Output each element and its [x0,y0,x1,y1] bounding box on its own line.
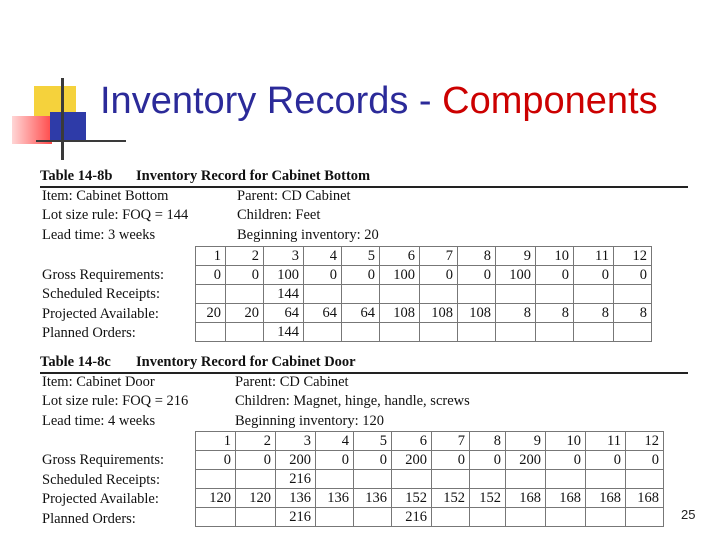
table-cell: 120 [236,489,276,508]
table-cell: 0 [536,266,574,285]
table-cell [316,470,354,489]
parent-label: Parent: CD Cabinet [237,188,351,204]
table-cell: 216 [276,470,316,489]
table-cell [236,508,276,527]
period-header-cell: 2 [236,432,276,451]
table-cell: 136 [276,489,316,508]
table-heading [40,168,370,185]
period-header-cell: 10 [546,432,586,451]
row-label-gross: Gross Requirements: [42,452,165,468]
table-cell [342,285,380,304]
table-cell [196,508,236,527]
period-header-cell: 7 [432,432,470,451]
table-cell: 152 [470,489,506,508]
table-cell: 100 [496,266,536,285]
table-cell: 0 [574,266,614,285]
period-header-cell: 10 [536,247,574,266]
table-cell: 168 [506,489,546,508]
row-label-scheduled: Scheduled Receipts: [42,472,160,488]
table-cell: 64 [342,304,380,323]
table-cell: 20 [196,304,226,323]
table-cell [392,470,432,489]
row-label-gross: Gross Requirements: [42,267,165,283]
beginning-inventory-label: Beginning inventory: 20 [237,227,379,243]
period-header-cell: 9 [506,432,546,451]
period-header-cell: 12 [614,247,652,266]
decorative-vertical-line [61,78,64,160]
table-cell: 0 [470,451,506,470]
table-cell: 0 [354,451,392,470]
slide-title [100,80,658,123]
table-cell [432,470,470,489]
table-cell: 8 [536,304,574,323]
table-cell: 64 [304,304,342,323]
table-number: Table 14-8b [40,168,113,184]
table-row [196,508,664,527]
table-cell: 20 [226,304,264,323]
table-cell: 136 [354,489,392,508]
table-cell [432,508,470,527]
table-row [196,285,652,304]
beginning-inventory-label: Beginning inventory: 120 [235,413,385,429]
table-cell: 0 [586,451,626,470]
lead-time-label: Lead time: 4 weeks [42,413,156,429]
table-cell: 200 [276,451,316,470]
table-row [196,266,652,285]
table-cell [496,285,536,304]
table-cell [546,470,586,489]
table-cell: 0 [458,266,496,285]
table-cell: 8 [574,304,614,323]
table-cell: 136 [316,489,354,508]
table-cell [586,470,626,489]
table-cell [420,323,458,342]
table-cell [506,470,546,489]
table-cell [316,508,354,527]
table-cell: 0 [196,451,236,470]
table-cell [354,470,392,489]
table-cell [342,323,380,342]
table-cell: 0 [236,451,276,470]
table-cell: 108 [380,304,420,323]
period-header-cell: 11 [586,432,626,451]
table-cell [304,323,342,342]
table-cell [226,285,264,304]
period-header-cell: 7 [420,247,458,266]
slide-title-accent: Components [442,80,658,122]
table-cell: 144 [264,323,304,342]
item-label: Item: Cabinet Bottom [42,188,169,204]
table-cell: 200 [506,451,546,470]
period-header-cell: 4 [316,432,354,451]
lead-time-label: Lead time: 3 weeks [42,227,156,243]
row-label-projected: Projected Available: [42,306,159,322]
period-header-cell: 2 [226,247,264,266]
table-cell: 0 [546,451,586,470]
table-row [196,451,664,470]
table-cell [586,508,626,527]
table-cell [226,323,264,342]
decorative-blue-square [50,112,86,142]
period-header-row [196,432,664,451]
row-label-planned: Planned Orders: [42,325,136,341]
period-header-row [196,247,652,266]
table-row [196,304,652,323]
table-row [196,470,664,489]
table-cell [546,508,586,527]
period-header-cell: 5 [354,432,392,451]
table-cell: 120 [196,489,236,508]
table-cell [196,285,226,304]
table-cell [496,323,536,342]
table-cell [626,470,664,489]
table-cell [354,508,392,527]
table-cell: 108 [420,304,458,323]
table-cell [236,470,276,489]
table-cell: 200 [392,451,432,470]
table-cell [506,508,546,527]
table-cell [196,470,236,489]
table-cell [380,285,420,304]
inventory-record-cabinet-door [40,354,688,530]
mrp-grid [195,431,664,527]
table-cell [470,508,506,527]
table-cell: 168 [546,489,586,508]
table-cell: 8 [496,304,536,323]
period-header-cell: 1 [196,247,226,266]
table-cell [380,323,420,342]
table-cell: 100 [264,266,304,285]
table-cell: 216 [392,508,432,527]
table-cell [536,323,574,342]
period-header-cell: 12 [626,432,664,451]
parent-label: Parent: CD Cabinet [235,374,349,390]
table-cell [458,285,496,304]
table-cell: 152 [432,489,470,508]
table-cell [626,508,664,527]
table-number: Table 14-8c [40,354,111,370]
inventory-record-cabinet-bottom [40,168,688,346]
table-row [196,323,652,342]
table-heading [40,354,356,371]
table-cell: 0 [304,266,342,285]
row-label-planned: Planned Orders: [42,511,136,527]
table-cell: 0 [316,451,354,470]
period-header-cell: 4 [304,247,342,266]
period-header-cell: 1 [196,432,236,451]
table-cell: 8 [614,304,652,323]
table-cell: 152 [392,489,432,508]
page-number: 25 [681,507,696,522]
row-label-scheduled: Scheduled Receipts: [42,286,160,302]
period-header-cell: 6 [380,247,420,266]
table-cell: 0 [614,266,652,285]
table-cell: 168 [626,489,664,508]
table-row [196,489,664,508]
table-cell [536,285,574,304]
decorative-horizontal-line [36,140,126,142]
period-header-cell: 8 [458,247,496,266]
table-title: Inventory Record for Cabinet Bottom [136,168,371,184]
table-cell [470,470,506,489]
period-header-cell: 3 [276,432,316,451]
table-cell: 100 [380,266,420,285]
table-cell: 64 [264,304,304,323]
table-cell: 144 [264,285,304,304]
table-cell [196,323,226,342]
item-label: Item: Cabinet Door [42,374,155,390]
table-cell: 108 [458,304,496,323]
period-header-cell: 11 [574,247,614,266]
table-cell: 0 [432,451,470,470]
row-label-projected: Projected Available: [42,491,159,507]
children-label: Children: Magnet, hinge, handle, screws [235,393,470,409]
lot-size-label: Lot size rule: FOQ = 216 [42,393,189,409]
mrp-grid [195,246,652,342]
table-cell: 168 [586,489,626,508]
period-header-cell: 8 [470,432,506,451]
period-header-cell: 5 [342,247,380,266]
table-cell: 0 [420,266,458,285]
table-cell [420,285,458,304]
table-cell [614,323,652,342]
slide-title-main: Inventory Records - [100,80,443,122]
table-cell [304,285,342,304]
table-cell: 216 [276,508,316,527]
table-cell [574,285,614,304]
table-title: Inventory Record for Cabinet Door [136,354,356,370]
table-cell: 0 [626,451,664,470]
table-cell: 0 [196,266,226,285]
table-cell [614,285,652,304]
lot-size-label: Lot size rule: FOQ = 144 [42,207,189,223]
period-header-cell: 6 [392,432,432,451]
table-cell [458,323,496,342]
children-label: Children: Feet [237,207,321,223]
table-cell: 0 [342,266,380,285]
table-cell [574,323,614,342]
table-cell: 0 [226,266,264,285]
period-header-cell: 9 [496,247,536,266]
period-header-cell: 3 [264,247,304,266]
